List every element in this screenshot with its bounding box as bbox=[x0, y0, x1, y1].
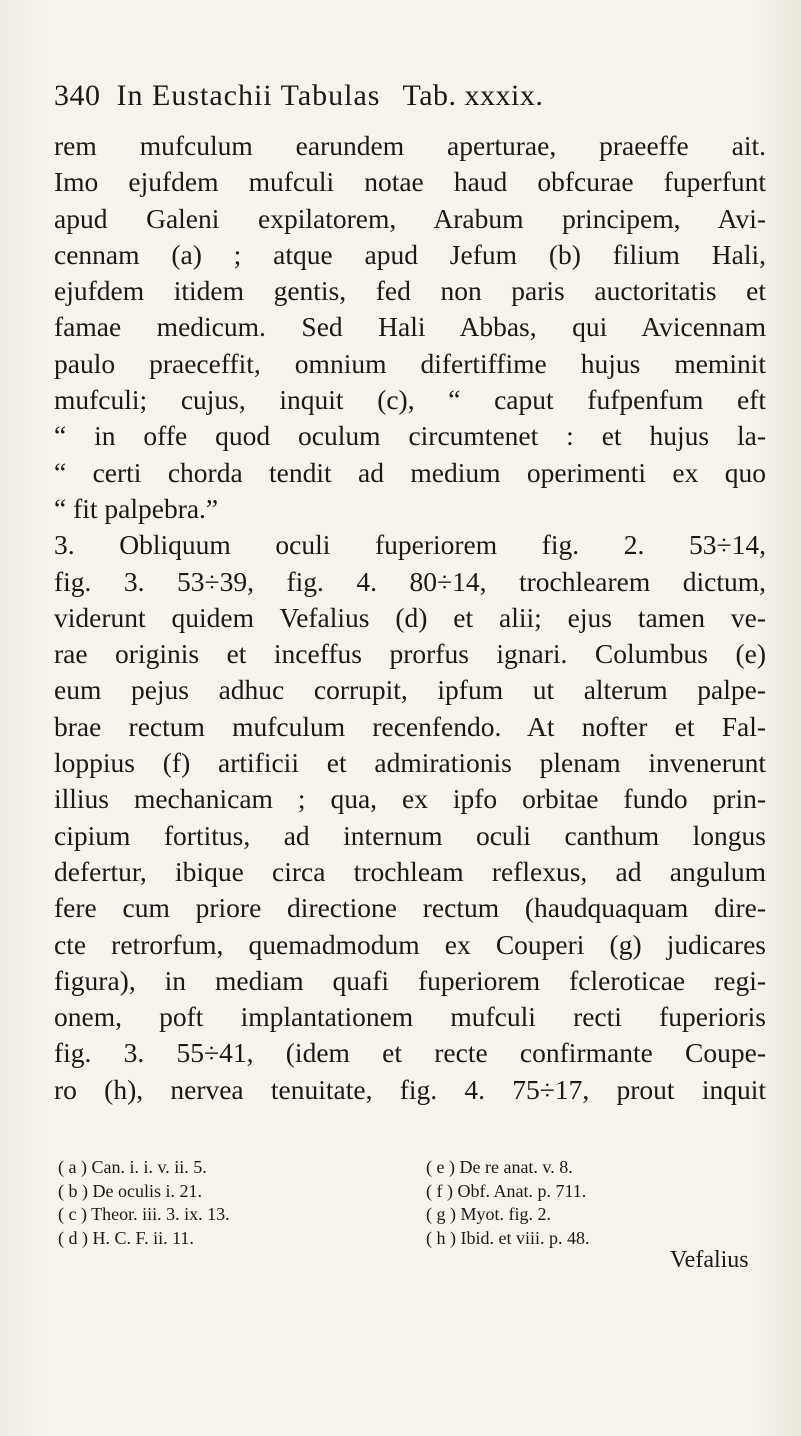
text-line: cte retrorfum, quemadmodum ex Couperi (g) judicares bbox=[54, 928, 766, 960]
text-line: rem mufculum earundem aperturae, praeeffe ait. bbox=[54, 130, 766, 161]
text-line: fig. 3. 53÷39, fig. 4. 80÷14, trochlearem dictum, bbox=[54, 565, 766, 597]
text-line: famae medicum. Sed Hali Abbas, qui Avicennam bbox=[54, 311, 766, 343]
text-line: figura), in mediam quafi fuperiorem fcleroticae regi- bbox=[54, 964, 766, 996]
footnote: ( d ) H. C. F. ii. 11. bbox=[58, 1227, 194, 1248]
page-number: 340 bbox=[54, 79, 101, 112]
text-line: cennam (a) ; atque apud Jefum (b) filium Hali, bbox=[54, 238, 766, 270]
text-line: brae rectum mufculum recenfendo. At nofter et Fal- bbox=[54, 710, 766, 742]
running-head bbox=[54, 76, 754, 116]
footnote: ( e ) De re anat. v. 8. bbox=[426, 1157, 573, 1177]
footnotes-right-column bbox=[426, 1156, 756, 1250]
text-line: “ in offe quod oculum circumtenet : et hujus la- bbox=[54, 420, 766, 452]
text-line: Imo ejufdem mufculi notae haud obfcurae fuperfunt bbox=[54, 166, 766, 198]
text-line: loppius (f) artificii et admirationis plenam invenerunt bbox=[54, 747, 766, 779]
running-title: In Eustachii Tabulas bbox=[116, 79, 381, 112]
main-text bbox=[54, 128, 766, 1108]
footnotes-left-column bbox=[58, 1156, 398, 1250]
text-line: cipium fortitus, ad internum oculi canthum longus bbox=[54, 819, 766, 851]
text-line: mufculi; cujus, inquit (c), “ caput fufpenfum eft bbox=[54, 384, 766, 416]
text-line: paulo praeceffit, omnium difertiffime hujus meminit bbox=[54, 347, 766, 379]
text-line: fig. 3. 55÷41, (idem et recte confirmante Coupe- bbox=[54, 1037, 766, 1069]
text-line: defertur, ibique circa trochleam reflexus, ad angulum bbox=[54, 855, 766, 887]
footnote: ( f ) Obf. Anat. p. 711. bbox=[426, 1180, 587, 1201]
footnote: ( b ) De oculis i. 21. bbox=[58, 1180, 202, 1201]
text-line: rae originis et inceffus prorfus ignari. Columbus (e) bbox=[54, 638, 766, 670]
text-line: apud Galeni expilatorem, Arabum principem, Avi- bbox=[54, 202, 766, 234]
catchword: Vefalius bbox=[670, 1247, 749, 1273]
text-line: “ certi chorda tendit ad medium operimenti ex quo bbox=[54, 456, 766, 488]
text-line: 3. Obliquum oculi fuperiorem fig. 2. 53÷14, bbox=[54, 529, 766, 561]
text-line: ejufdem itidem gentis, fed non paris auctoritatis et bbox=[54, 275, 766, 307]
text-line: ro (h), nervea tenuitate, fig. 4. 75÷17, prout inquit bbox=[54, 1073, 766, 1105]
text-line: “ fit palpebra.” bbox=[54, 492, 219, 524]
text-line: eum pejus adhuc corrupit, ipfum ut alterum palpe- bbox=[54, 674, 766, 706]
footnote: ( g ) Myot. fig. 2. bbox=[426, 1204, 551, 1224]
table-reference: Tab. xxxix. bbox=[402, 79, 544, 112]
footnote: ( a ) Can. i. i. v. ii. 5. bbox=[58, 1157, 207, 1177]
footnote: ( c ) Theor. iii. 3. ix. 13. bbox=[58, 1204, 230, 1224]
text-line: fere cum priore directione rectum (haudquaquam dire- bbox=[54, 892, 766, 924]
text-line: illius mechanicam ; qua, ex ipfo orbitae fundo prin- bbox=[54, 783, 766, 815]
footnote: ( h ) Ibid. et viii. p. 48. bbox=[426, 1227, 590, 1248]
text-line: viderunt quidem Vefalius (d) et alii; ejus tamen ve- bbox=[54, 601, 766, 633]
text-line: onem, poft implantationem mufculi recti fuperioris bbox=[54, 1001, 766, 1033]
